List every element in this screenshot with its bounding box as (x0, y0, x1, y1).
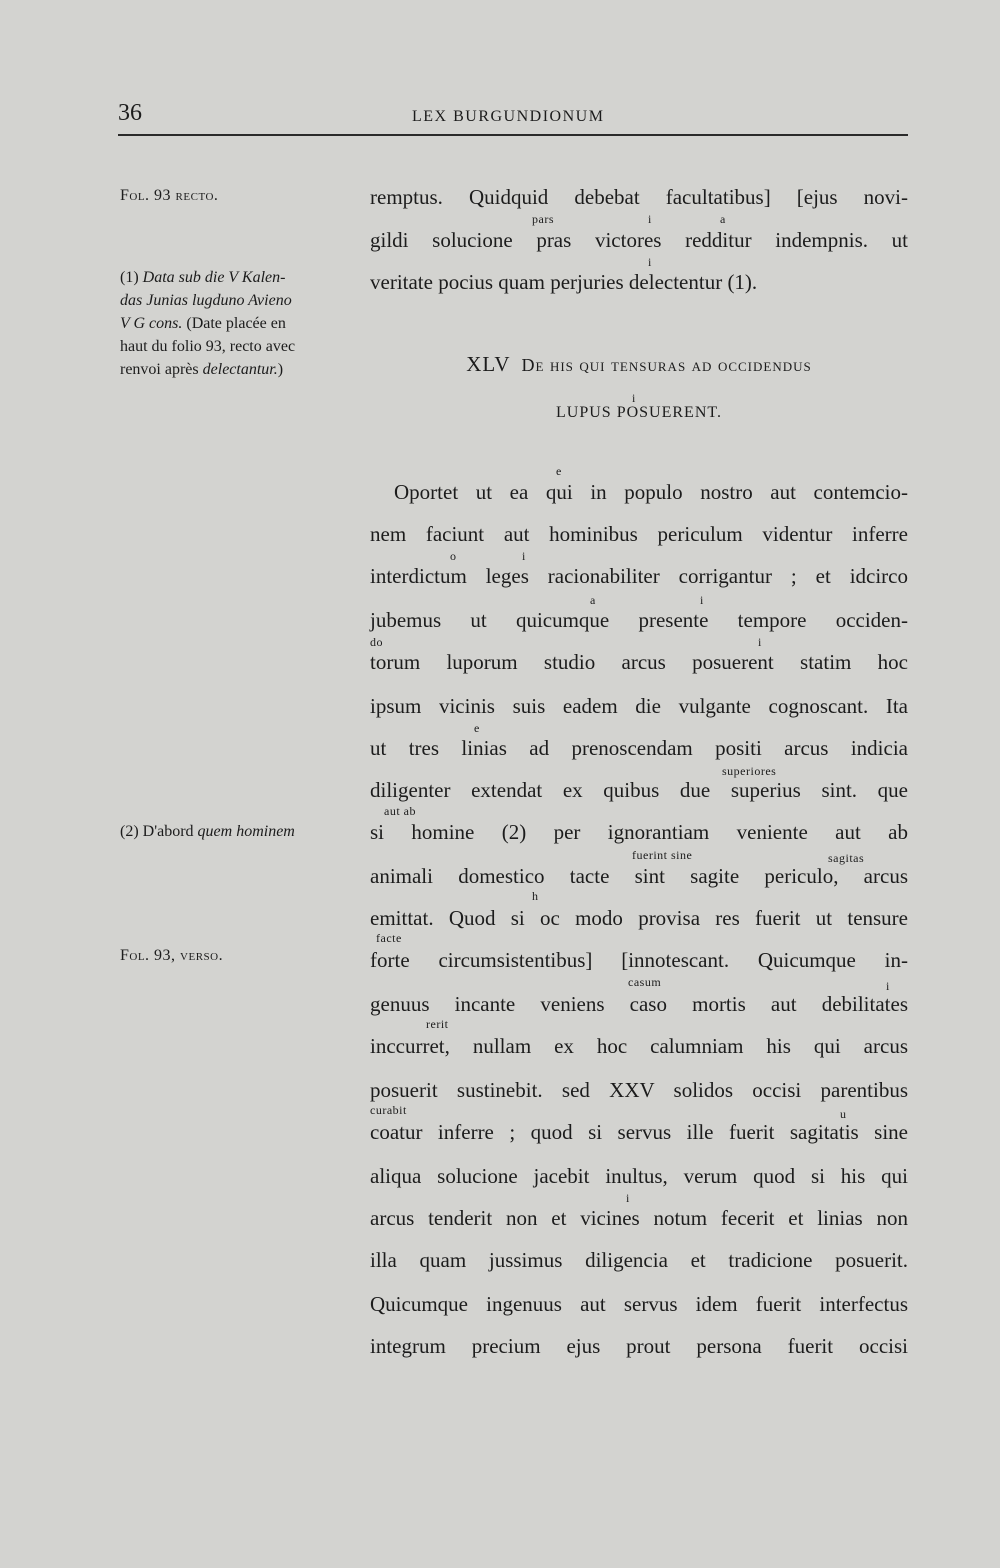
footnote-1-text-3: (Date placée en (182, 315, 286, 332)
gloss-2c: a (720, 212, 726, 226)
gloss-14a: h (532, 889, 539, 903)
footnote-1 (120, 266, 360, 381)
text-line-13: animali domestico tacte sint sagite periculo, arcus (370, 864, 908, 888)
footnote-1-italic-3: V G cons. (120, 315, 183, 332)
text-line-8: torum luporum studio arcus posuerent statim hoc (370, 650, 908, 674)
gloss-12a: aut ab (384, 804, 416, 818)
text-line-16: genuus incante veniens caso mortis aut debilitates (370, 992, 908, 1016)
footnote-1-italic-1: Data sub die V Kalen- (142, 269, 286, 286)
footnote-1-line-3 (120, 312, 360, 335)
gloss-7a: a (590, 593, 596, 607)
header-rule (118, 134, 908, 136)
gloss-10a: e (474, 721, 480, 735)
gloss-2a: pars (532, 212, 554, 226)
footnote-1-text-5: renvoi après (120, 361, 203, 378)
running-title: LEX BURGUNDIONUM (412, 108, 605, 125)
gloss-11a: superiores (722, 764, 777, 778)
gloss-19a: curabit (370, 1103, 407, 1117)
gloss-13b: sagitas (828, 851, 865, 865)
gloss-8a: do (370, 635, 383, 649)
text-line-9: ipsum vicinis suis eadem die vulgante cognoscant. Ita (370, 694, 908, 718)
text-line-5: nem faciunt aut hominibus periculum videntur inferre (370, 522, 908, 546)
text-line-6: interdictum leges racionabiliter corrigantur ; et idcirco (370, 564, 908, 588)
footnote-2 (120, 820, 360, 843)
text-line-20: aliqua solucione jacebit inultus, verum quod si his qui (370, 1164, 908, 1188)
chapter-number: XLV (466, 352, 511, 376)
text-line-22: illa quam jussimus diligencia et tradicione posuerit. (370, 1248, 908, 1272)
chapter-title-2: LUPUS POSUERENT. (556, 404, 722, 421)
gloss-3a: i (648, 255, 652, 269)
footnote-1-italic-5: delectantur. (202, 361, 278, 378)
chapter-title-1: De his qui tensuras ad occidendus (521, 355, 812, 375)
gloss-6a: o (450, 549, 457, 563)
folio-recto-label: Fol. 93 recto. (120, 187, 219, 204)
gloss-2b: i (648, 212, 652, 226)
gloss-6b: i (522, 549, 526, 563)
text-line-11: diligenter extendat ex quibus due superius sint. que (370, 778, 908, 802)
gloss-15a: facte (376, 931, 402, 945)
gloss-13a: fuerint sine (632, 848, 693, 862)
text-line-12: si homine (2) per ignorantiam veniente aut ab (370, 820, 908, 844)
folio-verso-label: Fol. 93, verso. (120, 947, 224, 964)
footnote-2-italic: quem hominem (197, 823, 295, 840)
text-line-17: inccurret, nullam ex hoc calumniam his qui arcus (370, 1034, 908, 1058)
footnote-1-marker: (1) (120, 269, 143, 286)
gloss-19b: u (840, 1107, 847, 1121)
footnote-1-line-1 (120, 266, 360, 289)
footnote-1-line-4: haut du folio 93, recto avec (120, 338, 296, 355)
chapter-heading (370, 352, 908, 377)
gloss-4a: e (556, 464, 562, 478)
text-line-1: remptus. Quidquid debebat facultatibus] [ejus novi- (370, 185, 908, 209)
gloss-16b: i (886, 979, 890, 993)
gloss-16a: casum (628, 975, 662, 989)
text-line-3: veritate pocius quam perjuries delectentur (1). (370, 270, 758, 294)
text-line-7: jubemus ut quicumque presente tempore occiden- (370, 608, 908, 632)
text-line-18: posuerit sustinebit. sed XXV solidos occisi parentibus (370, 1078, 908, 1102)
footnote-1-line-2: das Junias lugduno Avieno (120, 292, 292, 309)
page-number: 36 (118, 100, 142, 126)
footnote-1-line-5 (120, 358, 360, 381)
text-line-21: arcus tenderit non et vicines notum fecerit et linias non (370, 1206, 908, 1230)
text-line-24: integrum precium ejus prout persona fuerit occisi (370, 1334, 908, 1358)
heading-gloss: i (632, 391, 636, 405)
footnote-2-marker: (2) D'abord (120, 823, 198, 840)
text-line-15: forte circumsistentibus] [innotescant. Quicumque in- (370, 948, 908, 972)
gloss-7b: i (700, 593, 704, 607)
text-line-14: emittat. Quod si oc modo provisa res fuerit ut tensure (370, 906, 908, 930)
gloss-8b: i (758, 635, 762, 649)
text-line-2: gildi solucione pras victores redditur indempnis. ut (370, 228, 908, 252)
footnote-1-end-5: ) (277, 361, 284, 378)
text-line-10: ut tres linias ad prenoscendam positi arcus indicia (370, 736, 908, 760)
text-line-23: Quicumque ingenuus aut servus idem fuerit interfectus (370, 1292, 908, 1316)
gloss-21a: i (626, 1191, 630, 1205)
text-line-4: Oportet ut ea qui in populo nostro aut contemcio- (394, 480, 908, 504)
text-line-19: coatur inferre ; quod si servus ille fuerit sagitatis sine (370, 1120, 908, 1144)
gloss-17a: rerit (426, 1017, 449, 1031)
